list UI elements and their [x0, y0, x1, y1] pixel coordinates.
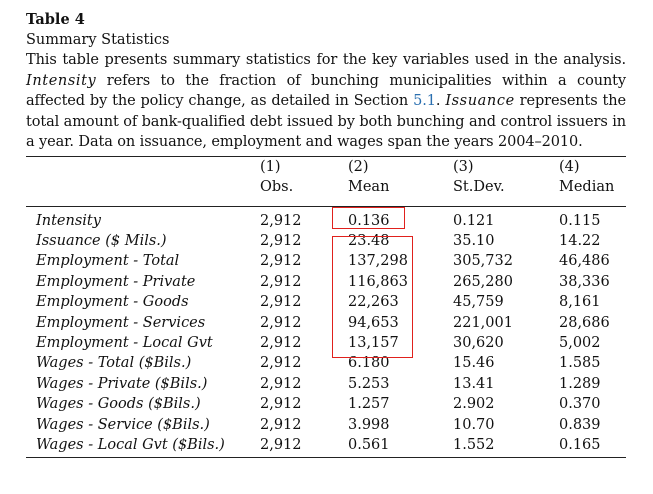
cell-mean: 22,263: [348, 294, 399, 311]
cell-mean: 3.998: [348, 416, 390, 433]
cell-variable: Employment - Services: [36, 314, 206, 331]
table-row: [26, 292, 626, 312]
table-row: [26, 415, 626, 435]
cell-obs: 2,912: [260, 334, 302, 351]
caption-variable-issuance: Issuance: [445, 93, 515, 109]
cell-sd: 13.41: [453, 375, 495, 392]
cell-sd: 1.552: [445, 435, 551, 458]
cell-mean: 13,157: [348, 334, 399, 351]
cell-obs: 2,912: [260, 396, 302, 413]
table-row: [26, 272, 626, 292]
cell-median: 1.289: [559, 375, 601, 392]
cell-sd: 2.902: [453, 396, 495, 413]
header-blank: [26, 156, 252, 177]
table-row: [26, 374, 626, 394]
table-row: [26, 231, 626, 251]
cell-variable: Wages - Total ($Bils.): [36, 355, 192, 372]
table-row: [26, 353, 626, 373]
cell-sd: 265,280: [453, 273, 513, 290]
caption-text-2: refers to the fraction of bunching municipalities within a county affected by the policy change, as detailed in Section: [26, 72, 626, 109]
cell-median: 46,486: [559, 253, 610, 270]
cell-median: 0.115: [559, 212, 601, 229]
cell-sd: 10.70: [453, 416, 495, 433]
table-row: [26, 206, 626, 231]
table-label: Table 4: [26, 11, 85, 28]
table-body: [26, 206, 626, 458]
column-number-mean: (2): [340, 156, 445, 177]
header-blank: [26, 177, 252, 207]
summary-statistics-table: [26, 156, 626, 459]
column-number-obs: (1): [252, 156, 340, 177]
cell-variable: Wages - Service ($Bils.): [36, 416, 210, 433]
cell-median: 28,686: [559, 314, 610, 331]
cell-mean: 6.180: [348, 355, 390, 372]
cell-mean: 0.136: [348, 212, 390, 229]
cell-obs: 2,912: [260, 355, 302, 372]
cell-sd: 0.121: [453, 212, 495, 229]
table-container: [26, 10, 626, 458]
cell-variable: Employment - Total: [36, 253, 180, 270]
cell-sd: 15.46: [453, 355, 495, 372]
cell-sd: 221,001: [453, 314, 513, 331]
table-caption: [26, 50, 626, 153]
table-title: Summary Statistics: [26, 32, 170, 48]
caption-text-4: represents the total amount of bank-qualified debt issued by both bunching and control issuers in a year. Data on issuance, employment and wages span the years 2004–2010.: [26, 93, 626, 150]
table-row: [26, 251, 626, 271]
cell-obs: 2,912: [260, 375, 302, 392]
cell-sd: 305,732: [453, 253, 513, 270]
cell-median: 8,161: [559, 294, 601, 311]
caption-variable-intensity: Intensity: [26, 72, 97, 89]
cell-median: 1.585: [559, 355, 601, 372]
cell-obs: 2,912: [260, 212, 302, 229]
cell-median: 0.839: [559, 416, 601, 433]
table-row: [26, 313, 626, 333]
column-number-sd: (3): [445, 156, 551, 177]
table-row: [26, 394, 626, 414]
cell-sd: 30,620: [453, 334, 504, 351]
cell-median: 14.22: [559, 232, 601, 249]
cell-variable: Employment - Local Gvt: [36, 334, 213, 351]
column-header-mean: Mean: [340, 177, 445, 207]
caption-text-3: .: [435, 93, 446, 109]
caption-text-1: This table presents summary statistics for the key variables used in the analysis.: [26, 52, 626, 68]
table-row: [26, 333, 626, 353]
cell-median: 5,002: [559, 334, 601, 351]
cell-variable: Issuance ($ Mils.): [36, 232, 167, 249]
cell-variable: Wages - Goods ($Bils.): [36, 396, 201, 413]
cell-obs: 2,912: [260, 294, 302, 311]
table-header: [26, 156, 626, 206]
cell-median: 38,336: [559, 273, 610, 290]
cell-mean: 137,298: [348, 253, 408, 270]
cell-obs: 2,912: [260, 314, 302, 331]
cell-obs: 2,912: [252, 435, 340, 458]
cell-obs: 2,912: [260, 416, 302, 433]
cell-obs: 2,912: [260, 273, 302, 290]
cell-obs: 2,912: [260, 232, 302, 249]
cell-variable: Wages - Local Gvt ($Bils.): [26, 435, 252, 458]
cell-variable: Employment - Private: [36, 273, 196, 290]
cell-mean: 23.48: [348, 232, 390, 249]
section-link[interactable]: 5.1: [413, 93, 436, 109]
cell-median: 0.370: [559, 396, 601, 413]
cell-mean: 5.253: [348, 375, 390, 392]
cell-mean: 94,653: [348, 314, 399, 331]
cell-mean: 0.561: [340, 435, 445, 458]
table-row: [26, 435, 626, 458]
cell-variable: Intensity: [36, 212, 101, 229]
cell-variable: Wages - Private ($Bils.): [36, 375, 208, 392]
column-header-row: [26, 177, 626, 207]
cell-median: 0.165: [551, 435, 626, 458]
column-header-median: Median: [551, 177, 626, 207]
cell-sd: 35.10: [453, 232, 495, 249]
cell-variable: Employment - Goods: [36, 294, 189, 311]
column-number-row: [26, 156, 626, 177]
column-header-sd: St.Dev.: [445, 177, 551, 207]
cell-mean: 1.257: [348, 396, 390, 413]
column-number-median: (4): [551, 156, 626, 177]
column-header-obs: Obs.: [252, 177, 340, 207]
cell-mean: 116,863: [348, 273, 408, 290]
cell-sd: 45,759: [453, 294, 504, 311]
cell-obs: 2,912: [260, 253, 302, 270]
